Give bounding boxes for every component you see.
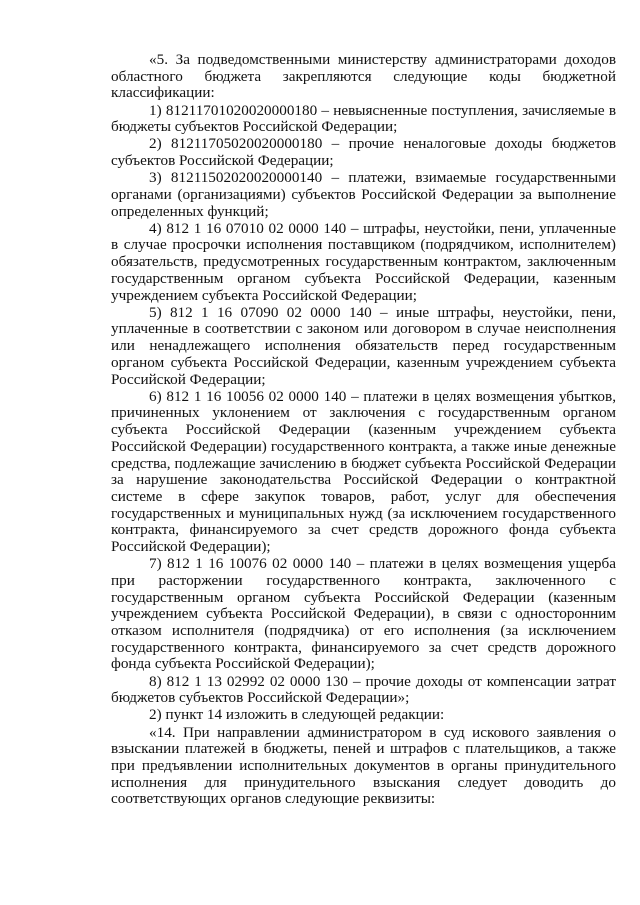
paragraph-item-4: 4) 812 1 16 07010 02 0000 140 – штрафы, неустойки, пени, уплаченные в случае просрочки исполнения поставщиком (подрядчиком, исполнителем) обязательств, предусмотренных государственным контрактом, заключенным государственным органом субъекта Российской Федерации, казенным учреждением субъекта Российской Федерации; (111, 219, 616, 304)
paragraph-item-7: 7) 812 1 16 10076 02 0000 140 – платежи в целях возмещения ущерба при расторжении государственного контракта, заключенного с государственным органом субъекта Российской Федерации (казенным учреждением субъекта Российской Федерации), в связи с односторонним отказом исполнителя (подрядчика) от его исполнения (за исключением государственного контракта, финансируемого за счет средств дорожного фонда субъекта Российской Федерации); (111, 555, 616, 673)
document-body (111, 52, 616, 808)
paragraph-clause-5-intro: «5. За подведомственными министерству администраторами доходов областного бюджета закрепляются следующие коды бюджетной классификации: (111, 51, 616, 102)
paragraph-item-5: 5) 812 1 16 07090 02 0000 140 – иные штрафы, неустойки, пени, уплаченные в соответствии с законом или договором в случае неисполнения или ненадлежащего исполнения обязательств перед государственным органом субъекта Российской Федерации, казенным учреждением субъекта Российской Федерации; (111, 303, 616, 388)
paragraph-item-6: 6) 812 1 16 10056 02 0000 140 – платежи в целях возмещения убытков, причиненных уклонением от заключения с государственным органом субъекта Российской Федерации (казенным учреждением субъекта Российской Федерации) государственного контракта, а также иные денежные средства, подлежащие зачислению в бюджет субъекта Российской Федерации за нарушение законодательства Российской Федерации о контрактной системе в сфере закупок товаров, работ, услуг для обеспечения государственных и муниципальных нужд (за исключением государственного контракта, финансируемого за счет средств дорожного фонда субъекта Российской Федерации); (111, 387, 616, 556)
paragraph-item-1: 1) 81211701020020000180 – невыясненные поступления, зачисляемые в бюджеты субъектов Российской Федерации; (111, 101, 616, 136)
paragraph-item-3: 3) 81211502020020000140 – платежи, взимаемые государственными органами (организациями) субъектов Российской Федерации за выполнение определенных функций; (111, 169, 616, 220)
paragraph-point-14-instruction: 2) пункт 14 изложить в следующей редакции: (149, 706, 445, 724)
paragraph-clause-14: «14. При направлении администратором в суд искового заявления о взыскании платежей в бюджеты, пеней и штрафов с плательщиков, а также при предъявлении исполнительных документов в органы принудительного исполнения для принудительного взыскания следует доводить до соответствующих органов следующие реквизиты: (111, 723, 616, 808)
paragraph-item-8: 8) 812 1 13 02992 02 0000 130 – прочие доходы от компенсации затрат бюджетов субъектов Российской Федерации»; (111, 672, 616, 707)
paragraph-item-2: 2) 81211705020020000180 – прочие неналоговые доходы бюджетов субъектов Российской Федерации; (111, 135, 616, 170)
